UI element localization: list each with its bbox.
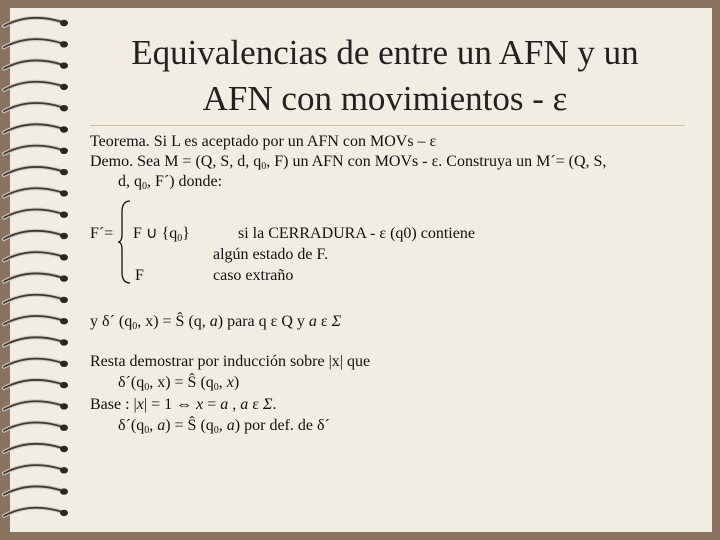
binding-hole [60, 20, 68, 26]
title-line-2: AFN con movimientos - ε [202, 79, 568, 118]
resta-line: Resta demostrar por inducción sobre |x| que [90, 353, 371, 370]
fprime-else-lhs: F [135, 267, 144, 284]
induction-claim: $\delta´(q_0$, x) = Ŝ ($q_0$, x) [118, 374, 240, 393]
demo-line-2: d, $q_0$, F´) donde: [118, 173, 223, 192]
binding-hole [60, 62, 68, 68]
binding-hole [60, 467, 68, 473]
binding-hole [60, 297, 68, 303]
base-case: Base : |x| = 1 ⇔ x = a , a ε Σ. [90, 396, 277, 413]
spiral-binding-icon [0, 0, 80, 540]
fprime-union: F ∪ $\{q_0\}$ [133, 225, 190, 244]
binding-hole [60, 510, 68, 516]
fprime-condition-2: algún estado de F. [213, 246, 329, 263]
fprime-condition-1: si la CERRADURA - ε (q0) contiene [238, 225, 475, 242]
binding-hole [60, 446, 68, 452]
binding-hole [60, 361, 68, 367]
binding-hole [60, 41, 68, 47]
slide-title [90, 30, 680, 122]
binding-hole [60, 105, 68, 111]
fprime-lead: F´= [90, 225, 114, 242]
title-divider [90, 125, 685, 126]
binding-hole [60, 425, 68, 431]
binding-hole [60, 212, 68, 218]
fprime-else-rhs: caso extraño [213, 267, 294, 284]
title-line-1: Equivalencias de entre un AFN y un [131, 33, 639, 72]
binding-hole [60, 382, 68, 388]
teorema-line: Teorema. Si L es aceptado por un AFN con MOVs – ε [90, 133, 437, 150]
binding-hole [60, 84, 68, 90]
binding-hole [60, 403, 68, 409]
binding-hole [60, 318, 68, 324]
binding-hole [60, 339, 68, 345]
left-brace-icon [118, 200, 132, 284]
delta-definition: y δ´ ($q_0$, x) = Ŝ (q, a) para q ε Q y a ε Σ [90, 313, 342, 332]
binding-hole [60, 233, 68, 239]
binding-hole [60, 275, 68, 281]
binding-hole [60, 148, 68, 154]
binding-hole [60, 254, 68, 260]
base-case-result: $\delta´(q_0$, a) = Ŝ ($q_0$, a) por def. de δ´ [118, 417, 330, 436]
demo-line-1: Demo. Sea M = (Q, S, d, $q_0$, F) un AFN con MOVs - ε. Construya un M´= (Q, S, [90, 153, 607, 172]
binding-hole [60, 169, 68, 175]
binding-hole [60, 126, 68, 132]
binding-hole [60, 190, 68, 196]
binding-hole [60, 488, 68, 494]
